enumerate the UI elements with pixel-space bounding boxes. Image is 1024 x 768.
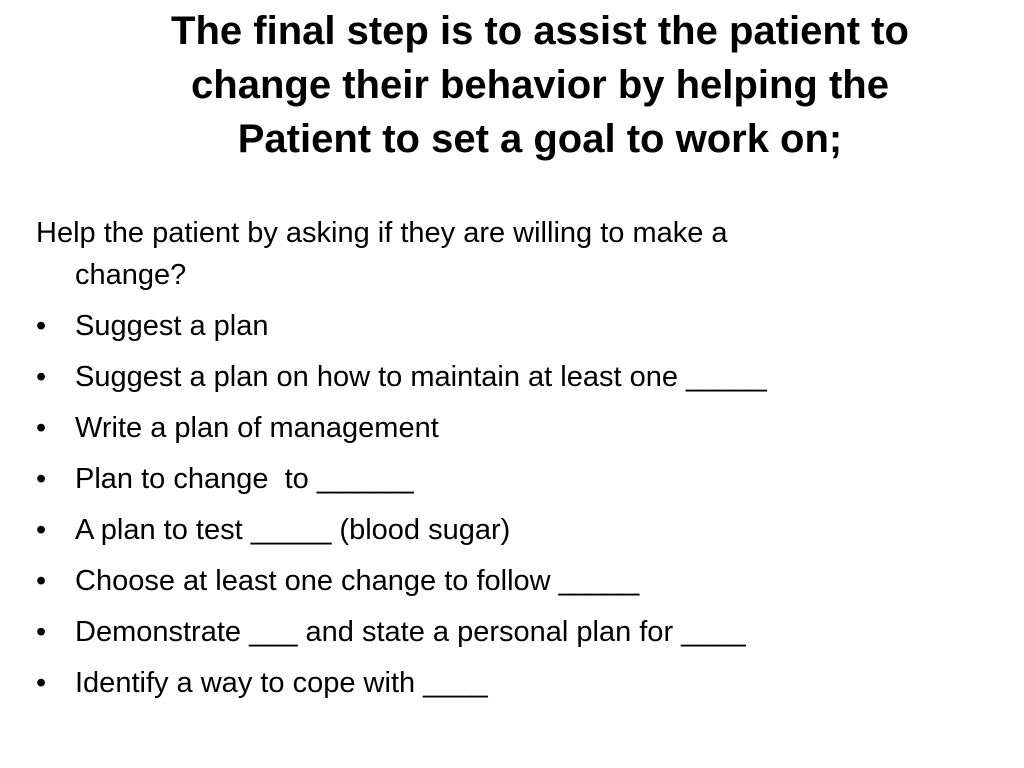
bullet-item xyxy=(36,407,936,449)
bullet-icon: • xyxy=(36,412,47,444)
bullet-text: Suggest a plan xyxy=(75,310,269,342)
bullet-text: Suggest a plan on how to maintain at least one _____ xyxy=(75,361,767,393)
bullet-icon: • xyxy=(36,616,47,648)
bullet-icon: • xyxy=(36,514,47,546)
bullet-icon: • xyxy=(36,310,47,342)
bullet-icon: • xyxy=(36,667,47,699)
intro-paragraph xyxy=(36,212,936,296)
intro-line: Help the patient by asking if they are willing to make a xyxy=(36,217,728,249)
slide-body xyxy=(36,212,936,713)
bullet-item xyxy=(36,356,936,398)
intro-line: change? xyxy=(75,259,187,291)
bullet-item xyxy=(36,560,936,602)
bullet-text: Plan to change to ______ xyxy=(75,463,414,495)
bullet-icon: • xyxy=(36,565,47,597)
title-line: Patient to set a goal to work on; xyxy=(237,117,843,161)
slide-title xyxy=(110,4,970,166)
bullet-item xyxy=(36,611,936,653)
bullet-item xyxy=(36,305,936,347)
bullet-text: Choose at least one change to follow _____ xyxy=(75,565,640,597)
bullet-text: Demonstrate ___ and state a personal plan for ____ xyxy=(75,616,746,648)
bullet-item xyxy=(36,509,936,551)
title-line: The final step is to assist the patient to xyxy=(171,9,909,53)
bullet-text: Write a plan of management xyxy=(75,412,439,444)
bullet-icon: • xyxy=(36,463,47,495)
bullet-text: A plan to test _____ (blood sugar) xyxy=(75,514,511,546)
bullet-item xyxy=(36,662,936,704)
bullet-icon: • xyxy=(36,361,47,393)
title-line: change their behavior by helping the xyxy=(191,63,889,107)
bullet-item xyxy=(36,458,936,500)
bullet-list xyxy=(36,305,936,704)
bullet-text: Identify a way to cope with ____ xyxy=(75,667,488,699)
